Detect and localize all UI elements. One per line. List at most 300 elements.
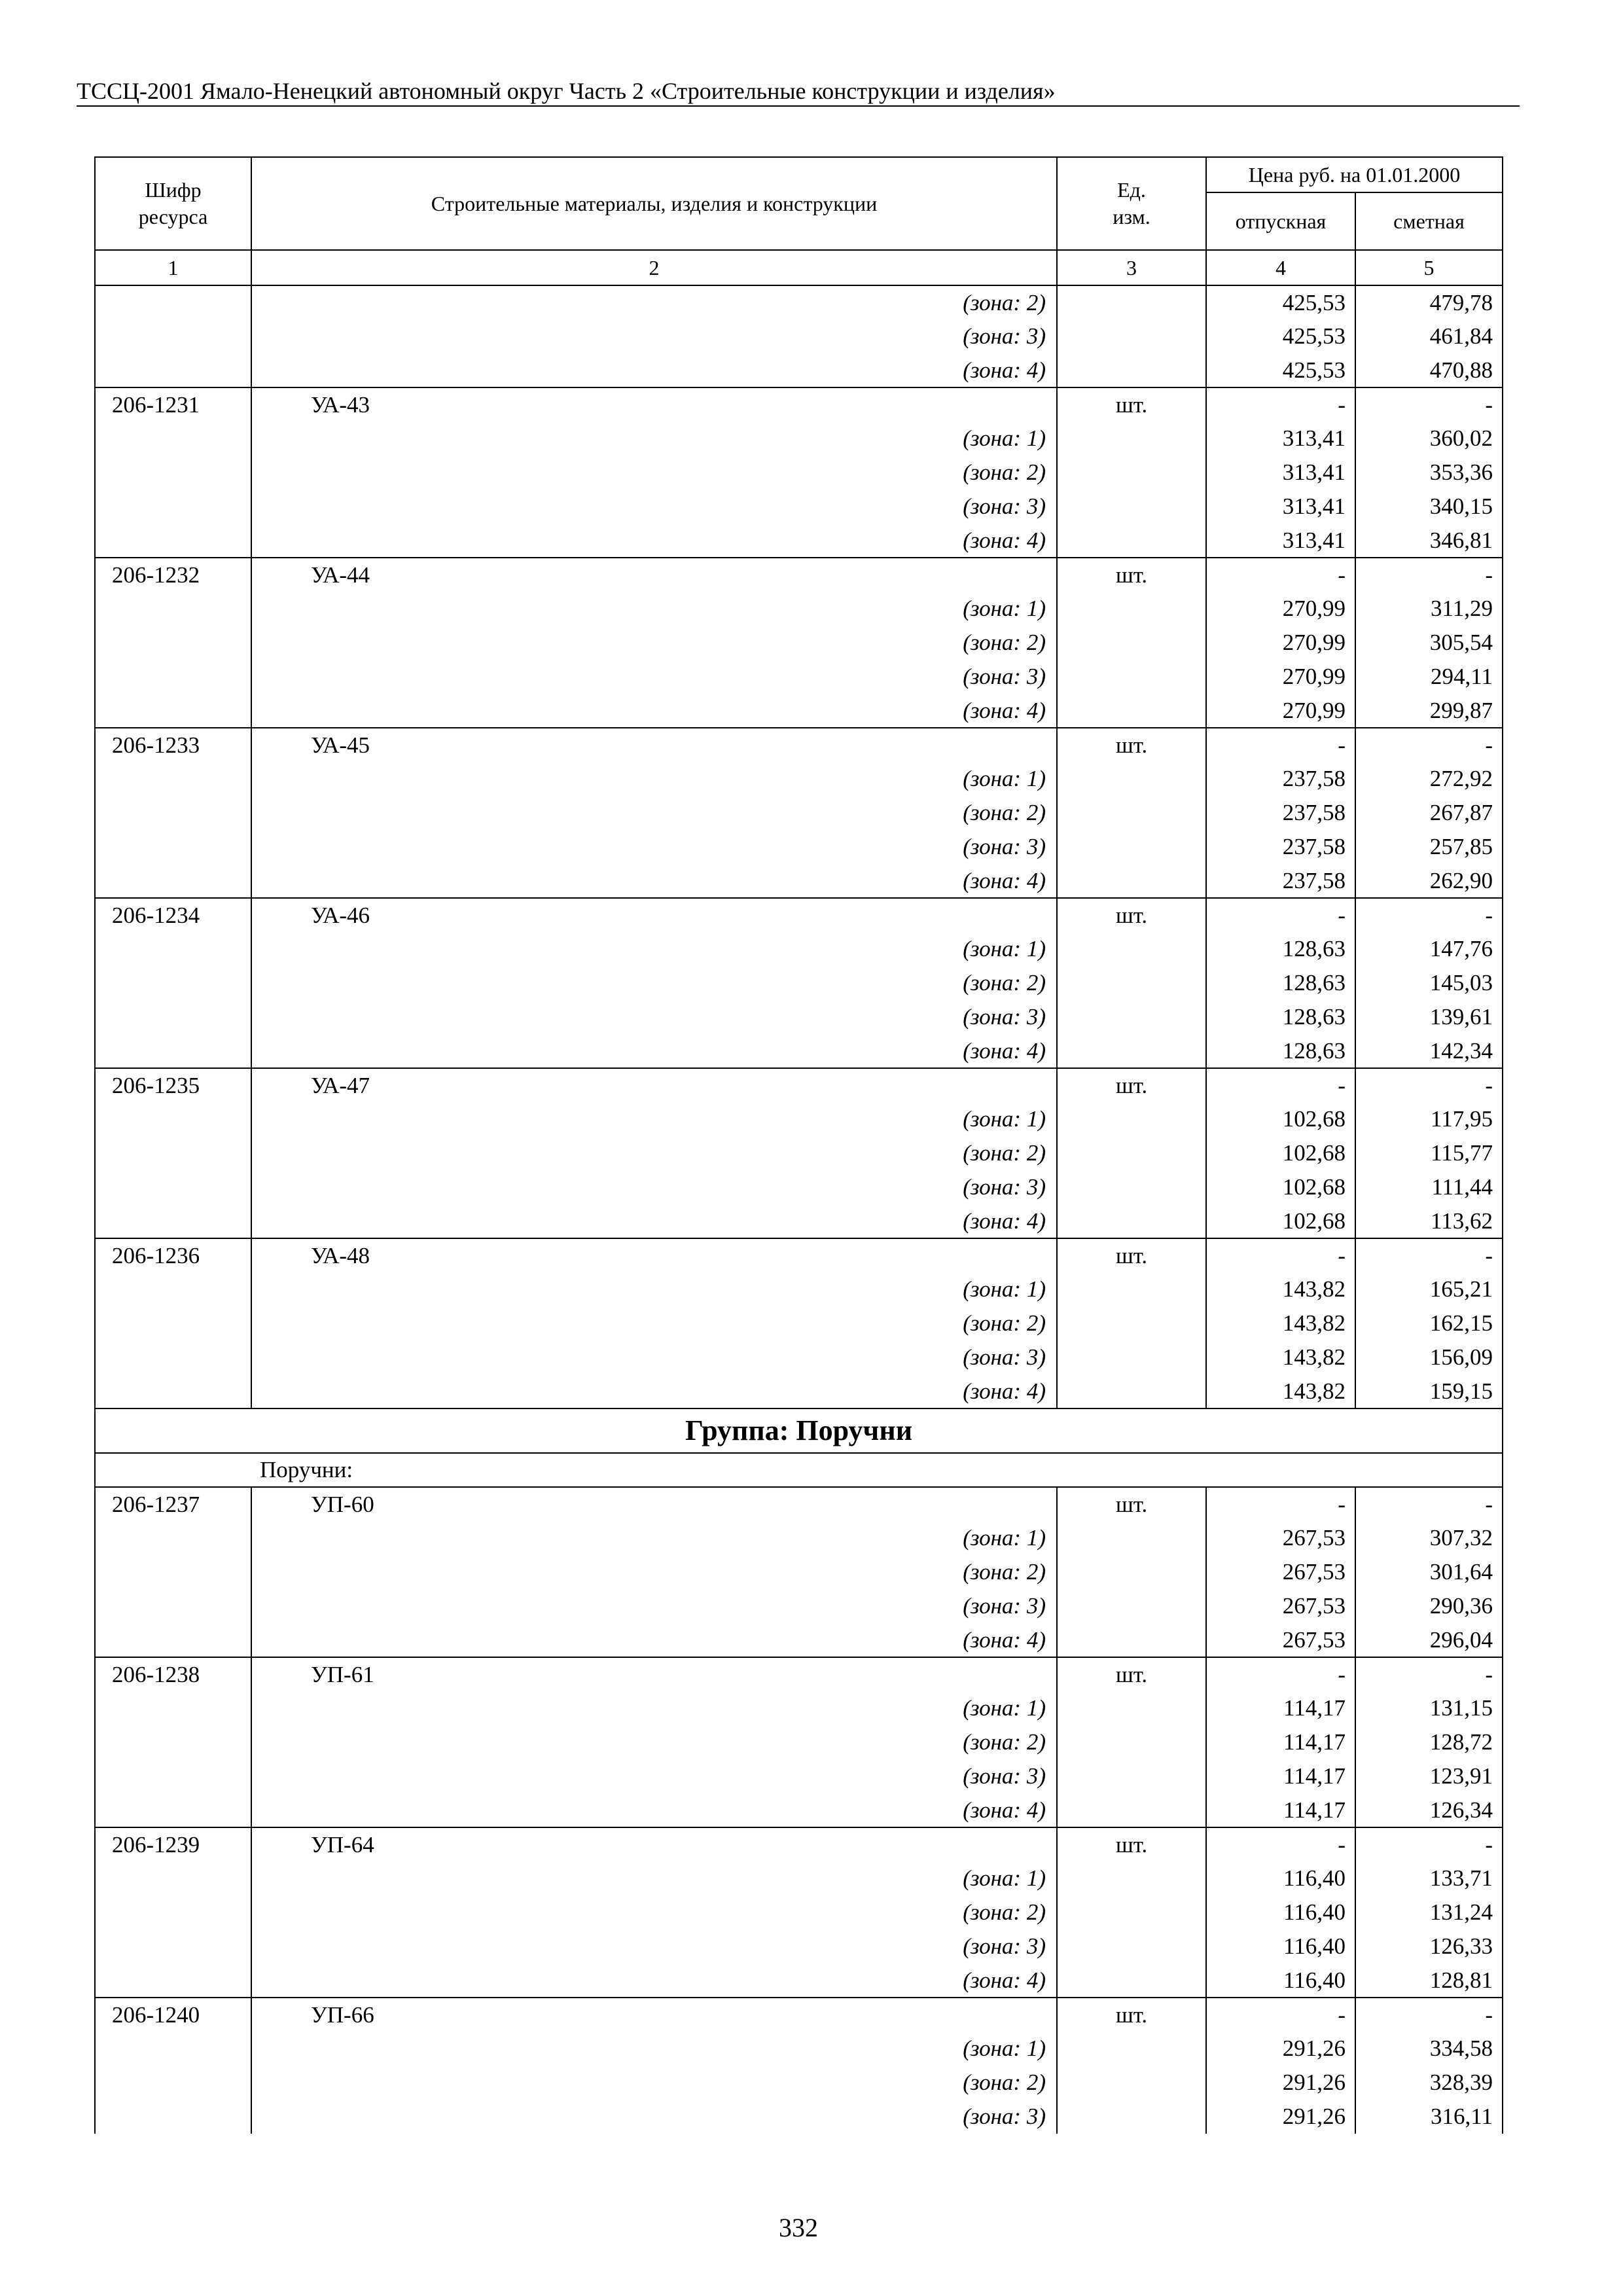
estimate-price: 133,71 xyxy=(1355,1861,1503,1895)
estimate-price: 159,15 xyxy=(1355,1374,1503,1408)
estimate-price: 346,81 xyxy=(1355,524,1503,558)
zone-row xyxy=(95,1623,1503,1657)
zone-row xyxy=(95,1589,1503,1623)
resource-code: 206-1231 xyxy=(95,387,251,422)
zone-label: (зона: 1) xyxy=(251,1272,1057,1306)
release-price: 237,58 xyxy=(1206,864,1355,898)
release-price: 313,41 xyxy=(1206,456,1355,490)
resource-name: УА-45 xyxy=(251,728,1057,762)
zone-label: (зона: 2) xyxy=(251,796,1057,830)
zone-row xyxy=(95,1895,1503,1929)
empty-cell xyxy=(95,1964,251,1998)
release-price: 102,68 xyxy=(1206,1204,1355,1238)
header-unit xyxy=(1057,157,1206,250)
estimate-price: - xyxy=(1355,898,1503,932)
resource-row xyxy=(95,558,1503,592)
release-price: - xyxy=(1206,1238,1355,1272)
unit-cell: шт. xyxy=(1057,558,1206,592)
zone-label: (зона: 1) xyxy=(251,932,1057,966)
empty-cell xyxy=(1057,694,1206,728)
empty-cell xyxy=(1057,1691,1206,1725)
release-price: 291,26 xyxy=(1206,2032,1355,2066)
header-release-price: отпускная xyxy=(1206,192,1355,250)
release-price: 116,40 xyxy=(1206,1895,1355,1929)
zone-row xyxy=(95,1204,1503,1238)
resource-name: УП-66 xyxy=(251,1998,1057,2032)
zone-label: (зона: 3) xyxy=(251,660,1057,694)
zone-row xyxy=(95,864,1503,898)
group-heading: Группа: Поручни xyxy=(95,1408,1503,1453)
empty-cell xyxy=(1057,966,1206,1000)
empty-cell xyxy=(95,694,251,728)
empty-cell xyxy=(95,1895,251,1929)
zone-row xyxy=(95,1555,1503,1589)
zone-label: (зона: 1) xyxy=(251,592,1057,626)
empty-cell xyxy=(1057,1895,1206,1929)
page-number: 332 xyxy=(779,2213,818,2242)
estimate-price: 267,87 xyxy=(1355,796,1503,830)
zone-label: (зона: 4) xyxy=(251,694,1057,728)
empty-cell xyxy=(95,1929,251,1964)
empty-cell xyxy=(95,1725,251,1759)
resource-name: УА-48 xyxy=(251,1238,1057,1272)
release-price: 116,40 xyxy=(1206,1861,1355,1895)
resource-code: 206-1237 xyxy=(95,1487,251,1521)
zone-row xyxy=(95,1691,1503,1725)
empty-cell xyxy=(1057,2066,1206,2100)
zone-label: (зона: 3) xyxy=(251,1340,1057,1374)
release-price: 425,53 xyxy=(1206,319,1355,353)
empty-cell xyxy=(1057,456,1206,490)
empty-cell xyxy=(1057,524,1206,558)
release-price: 143,82 xyxy=(1206,1340,1355,1374)
unit-cell: шт. xyxy=(1057,728,1206,762)
zone-label: (зона: 4) xyxy=(251,1623,1057,1657)
zone-row xyxy=(95,830,1503,864)
empty-cell xyxy=(95,1170,251,1204)
empty-cell xyxy=(1057,1374,1206,1408)
empty-cell xyxy=(95,319,251,353)
release-price: 313,41 xyxy=(1206,524,1355,558)
release-price: 143,82 xyxy=(1206,1306,1355,1340)
zone-row xyxy=(95,490,1503,524)
zone-row xyxy=(95,422,1503,456)
empty-cell xyxy=(1057,1340,1206,1374)
unit-cell: шт. xyxy=(1057,1487,1206,1521)
empty-cell xyxy=(95,456,251,490)
zone-row xyxy=(95,1102,1503,1136)
release-price: - xyxy=(1206,898,1355,932)
resource-name: УП-61 xyxy=(251,1657,1057,1691)
empty-cell xyxy=(95,1861,251,1895)
resource-name: УП-64 xyxy=(251,1827,1057,1861)
zone-label: (зона: 4) xyxy=(251,1034,1057,1068)
release-price: - xyxy=(1206,1827,1355,1861)
resource-name: УА-44 xyxy=(251,558,1057,592)
release-price: 237,58 xyxy=(1206,796,1355,830)
release-price: - xyxy=(1206,1487,1355,1521)
zone-label: (зона: 2) xyxy=(251,285,1057,319)
release-price: 143,82 xyxy=(1206,1374,1355,1408)
empty-cell xyxy=(95,1000,251,1034)
unit-cell: шт. xyxy=(1057,387,1206,422)
release-price: 267,53 xyxy=(1206,1623,1355,1657)
zone-label: (зона: 1) xyxy=(251,1861,1057,1895)
empty-cell xyxy=(95,796,251,830)
empty-cell xyxy=(95,1272,251,1306)
estimate-price: - xyxy=(1355,1068,1503,1102)
estimate-price: 117,95 xyxy=(1355,1102,1503,1136)
zone-label: (зона: 1) xyxy=(251,422,1057,456)
empty-cell xyxy=(95,1204,251,1238)
unit-cell: шт. xyxy=(1057,1827,1206,1861)
unit-cell: шт. xyxy=(1057,1657,1206,1691)
table-header-row xyxy=(95,157,1503,192)
zone-label: (зона: 3) xyxy=(251,2100,1057,2134)
zone-row xyxy=(95,694,1503,728)
zone-row xyxy=(95,1929,1503,1964)
header-resource-code xyxy=(95,157,251,250)
zone-label: (зона: 4) xyxy=(251,1204,1057,1238)
release-price: 270,99 xyxy=(1206,592,1355,626)
zone-row xyxy=(95,1034,1503,1068)
zone-label: (зона: 1) xyxy=(251,1102,1057,1136)
zone-label: (зона: 3) xyxy=(251,1000,1057,1034)
empty-cell xyxy=(95,1102,251,1136)
empty-cell xyxy=(1057,1555,1206,1589)
empty-cell xyxy=(1057,660,1206,694)
empty-cell xyxy=(95,1521,251,1555)
table-header xyxy=(95,157,1503,285)
estimate-price: 126,33 xyxy=(1355,1929,1503,1964)
zone-row xyxy=(95,1136,1503,1170)
estimate-price: 470,88 xyxy=(1355,353,1503,387)
resource-code: 206-1240 xyxy=(95,1998,251,2032)
resource-code: 206-1238 xyxy=(95,1657,251,1691)
zone-row xyxy=(95,1340,1503,1374)
empty-cell xyxy=(95,1623,251,1657)
resource-code: 206-1235 xyxy=(95,1068,251,1102)
estimate-price: 113,62 xyxy=(1355,1204,1503,1238)
empty-cell xyxy=(1057,1861,1206,1895)
estimate-price: - xyxy=(1355,728,1503,762)
zone-label: (зона: 4) xyxy=(251,353,1057,387)
empty-cell xyxy=(95,762,251,796)
estimate-price: 299,87 xyxy=(1355,694,1503,728)
zone-label: (зона: 1) xyxy=(251,2032,1057,2066)
header-rule xyxy=(77,105,1520,107)
header-unit-line1: Ед. xyxy=(1117,178,1146,202)
resource-code: 206-1239 xyxy=(95,1827,251,1861)
price-table xyxy=(94,156,1503,2134)
estimate-price: 257,85 xyxy=(1355,830,1503,864)
release-price: 270,99 xyxy=(1206,694,1355,728)
estimate-price: 126,34 xyxy=(1355,1793,1503,1827)
empty-cell xyxy=(1057,490,1206,524)
zone-row xyxy=(95,796,1503,830)
release-price: - xyxy=(1206,558,1355,592)
estimate-price: 147,76 xyxy=(1355,932,1503,966)
empty-cell xyxy=(1057,1964,1206,1998)
zone-label: (зона: 3) xyxy=(251,490,1057,524)
zone-row xyxy=(95,2100,1503,2134)
empty-cell xyxy=(1057,830,1206,864)
empty-cell xyxy=(1057,1725,1206,1759)
resource-row xyxy=(95,728,1503,762)
estimate-price: 311,29 xyxy=(1355,592,1503,626)
estimate-price: 479,78 xyxy=(1355,285,1503,319)
release-price: 267,53 xyxy=(1206,1555,1355,1589)
empty-cell xyxy=(95,1555,251,1589)
resource-row xyxy=(95,1827,1503,1861)
release-price: 102,68 xyxy=(1206,1136,1355,1170)
estimate-price: - xyxy=(1355,1657,1503,1691)
resource-row xyxy=(95,1068,1503,1102)
release-price: 267,53 xyxy=(1206,1521,1355,1555)
release-price: 237,58 xyxy=(1206,830,1355,864)
estimate-price: 461,84 xyxy=(1355,319,1503,353)
estimate-price: 162,15 xyxy=(1355,1306,1503,1340)
estimate-price: 165,21 xyxy=(1355,1272,1503,1306)
release-price: 102,68 xyxy=(1206,1170,1355,1204)
estimate-price: 111,44 xyxy=(1355,1170,1503,1204)
empty-cell xyxy=(95,932,251,966)
zone-row xyxy=(95,932,1503,966)
column-number: 1 xyxy=(95,250,251,285)
empty-cell xyxy=(95,830,251,864)
empty-cell xyxy=(1057,1272,1206,1306)
empty-cell xyxy=(95,1589,251,1623)
unit-cell: шт. xyxy=(1057,1998,1206,2032)
header-estimate-price: сметная xyxy=(1355,192,1503,250)
zone-row xyxy=(95,660,1503,694)
empty-cell xyxy=(95,1793,251,1827)
table-body xyxy=(95,285,1503,2134)
resource-code: 206-1236 xyxy=(95,1238,251,1272)
empty-cell xyxy=(95,524,251,558)
release-price: 114,17 xyxy=(1206,1793,1355,1827)
zone-row xyxy=(95,1793,1503,1827)
zone-row xyxy=(95,524,1503,558)
zone-label: (зона: 3) xyxy=(251,830,1057,864)
empty-cell xyxy=(95,490,251,524)
release-price: 116,40 xyxy=(1206,1929,1355,1964)
release-price: 114,17 xyxy=(1206,1725,1355,1759)
estimate-price: - xyxy=(1355,387,1503,422)
empty-cell xyxy=(95,864,251,898)
release-price: 270,99 xyxy=(1206,626,1355,660)
column-number: 2 xyxy=(251,250,1057,285)
zone-label: (зона: 4) xyxy=(251,1793,1057,1827)
zone-label: (зона: 4) xyxy=(251,524,1057,558)
empty-cell xyxy=(95,2066,251,2100)
zone-label: (зона: 4) xyxy=(251,864,1057,898)
release-price: 425,53 xyxy=(1206,353,1355,387)
release-price: 291,26 xyxy=(1206,2100,1355,2134)
zone-row xyxy=(95,966,1503,1000)
empty-cell xyxy=(1057,626,1206,660)
resource-name: УА-43 xyxy=(251,387,1057,422)
estimate-price: 296,04 xyxy=(1355,1623,1503,1657)
estimate-price: 290,36 xyxy=(1355,1589,1503,1623)
empty-cell xyxy=(1057,592,1206,626)
estimate-price: 305,54 xyxy=(1355,626,1503,660)
empty-cell xyxy=(1057,1170,1206,1204)
resource-row xyxy=(95,1487,1503,1521)
subgroup-heading: Поручни: xyxy=(95,1453,1503,1487)
estimate-price: - xyxy=(1355,558,1503,592)
empty-cell xyxy=(95,422,251,456)
zone-label: (зона: 2) xyxy=(251,626,1057,660)
zone-row xyxy=(95,2032,1503,2066)
empty-cell xyxy=(1057,1623,1206,1657)
release-price: 128,63 xyxy=(1206,932,1355,966)
release-price: 237,58 xyxy=(1206,762,1355,796)
zone-row xyxy=(95,1000,1503,1034)
zone-label: (зона: 4) xyxy=(251,1374,1057,1408)
release-price: - xyxy=(1206,1657,1355,1691)
zone-row xyxy=(95,353,1503,387)
release-price: 114,17 xyxy=(1206,1759,1355,1793)
empty-cell xyxy=(1057,1136,1206,1170)
empty-cell xyxy=(1057,762,1206,796)
zone-row xyxy=(95,1964,1503,1998)
zone-label: (зона: 3) xyxy=(251,1589,1057,1623)
resource-row xyxy=(95,1657,1503,1691)
zone-label: (зона: 2) xyxy=(251,1895,1057,1929)
release-price: 128,63 xyxy=(1206,966,1355,1000)
empty-cell xyxy=(1057,796,1206,830)
zone-label: (зона: 1) xyxy=(251,762,1057,796)
empty-cell xyxy=(1057,319,1206,353)
zone-label: (зона: 2) xyxy=(251,456,1057,490)
zone-label: (зона: 1) xyxy=(251,1521,1057,1555)
resource-name: УА-47 xyxy=(251,1068,1057,1102)
empty-cell xyxy=(95,966,251,1000)
empty-cell xyxy=(1057,2100,1206,2134)
resource-code: 206-1233 xyxy=(95,728,251,762)
header-resource-code-line1: Шифр xyxy=(145,178,202,202)
column-numbers-row xyxy=(95,250,1503,285)
empty-cell xyxy=(1057,1000,1206,1034)
resource-code: 206-1232 xyxy=(95,558,251,592)
empty-cell xyxy=(1057,1929,1206,1964)
resource-name: УП-60 xyxy=(251,1487,1057,1521)
release-price: 267,53 xyxy=(1206,1589,1355,1623)
release-price: 102,68 xyxy=(1206,1102,1355,1136)
empty-cell xyxy=(1057,1204,1206,1238)
empty-cell xyxy=(1057,864,1206,898)
empty-cell xyxy=(95,660,251,694)
release-price: - xyxy=(1206,1068,1355,1102)
empty-cell xyxy=(1057,1793,1206,1827)
estimate-price: 272,92 xyxy=(1355,762,1503,796)
page-header-title: ТССЦ-2001 Ямало-Ненецкий автономный округ Часть 2 «Строительные конструкции и изделия» xyxy=(77,78,1056,104)
zone-row xyxy=(95,626,1503,660)
release-price: 425,53 xyxy=(1206,285,1355,319)
empty-cell xyxy=(1057,2032,1206,2066)
empty-cell xyxy=(1057,932,1206,966)
zone-label: (зона: 2) xyxy=(251,1555,1057,1589)
estimate-price: 262,90 xyxy=(1355,864,1503,898)
resource-row xyxy=(95,387,1503,422)
empty-cell xyxy=(95,1034,251,1068)
empty-cell xyxy=(95,1759,251,1793)
column-number: 5 xyxy=(1355,250,1503,285)
release-price: 128,63 xyxy=(1206,1000,1355,1034)
zone-row xyxy=(95,456,1503,490)
empty-cell xyxy=(1057,285,1206,319)
empty-cell xyxy=(1057,1034,1206,1068)
empty-cell xyxy=(95,1340,251,1374)
zone-row xyxy=(95,1725,1503,1759)
estimate-price: 360,02 xyxy=(1355,422,1503,456)
unit-cell: шт. xyxy=(1057,1068,1206,1102)
estimate-price: 128,72 xyxy=(1355,1725,1503,1759)
empty-cell xyxy=(95,285,251,319)
empty-cell xyxy=(95,1374,251,1408)
release-price: 143,82 xyxy=(1206,1272,1355,1306)
estimate-price: 353,36 xyxy=(1355,456,1503,490)
resource-row xyxy=(95,1238,1503,1272)
empty-cell xyxy=(1057,1589,1206,1623)
estimate-price: 131,15 xyxy=(1355,1691,1503,1725)
zone-label: (зона: 2) xyxy=(251,1725,1057,1759)
empty-cell xyxy=(95,592,251,626)
column-number: 3 xyxy=(1057,250,1206,285)
header-unit-line2: изм. xyxy=(1113,205,1150,228)
empty-cell xyxy=(95,1306,251,1340)
release-price: 291,26 xyxy=(1206,2066,1355,2100)
estimate-price: 340,15 xyxy=(1355,490,1503,524)
release-price: 270,99 xyxy=(1206,660,1355,694)
zone-row xyxy=(95,762,1503,796)
estimate-price: 307,32 xyxy=(1355,1521,1503,1555)
empty-cell xyxy=(95,1691,251,1725)
empty-cell xyxy=(95,353,251,387)
resource-row xyxy=(95,898,1503,932)
zone-label: (зона: 3) xyxy=(251,319,1057,353)
zone-row xyxy=(95,1759,1503,1793)
group-heading-row xyxy=(95,1408,1503,1453)
estimate-price: - xyxy=(1355,1827,1503,1861)
estimate-price: 123,91 xyxy=(1355,1759,1503,1793)
subgroup-heading-row xyxy=(95,1453,1503,1487)
estimate-price: 139,61 xyxy=(1355,1000,1503,1034)
zone-label: (зона: 2) xyxy=(251,1306,1057,1340)
resource-row xyxy=(95,1998,1503,2032)
release-price: 313,41 xyxy=(1206,490,1355,524)
zone-label: (зона: 3) xyxy=(251,1759,1057,1793)
resource-name: УА-46 xyxy=(251,898,1057,932)
estimate-price: 294,11 xyxy=(1355,660,1503,694)
header-materials: Строительные материалы, изделия и конструкции xyxy=(251,157,1057,250)
empty-cell xyxy=(1057,1759,1206,1793)
zone-label: (зона: 4) xyxy=(251,1964,1057,1998)
estimate-price: 142,34 xyxy=(1355,1034,1503,1068)
header-resource-code-line2: ресурса xyxy=(138,205,208,228)
resource-code: 206-1234 xyxy=(95,898,251,932)
zone-label: (зона: 3) xyxy=(251,1170,1057,1204)
zone-row xyxy=(95,2066,1503,2100)
zone-label: (зона: 2) xyxy=(251,966,1057,1000)
zone-row xyxy=(95,319,1503,353)
estimate-price: 145,03 xyxy=(1355,966,1503,1000)
estimate-price: 316,11 xyxy=(1355,2100,1503,2134)
zone-row xyxy=(95,1374,1503,1408)
zone-row xyxy=(95,1272,1503,1306)
column-number: 4 xyxy=(1206,250,1355,285)
